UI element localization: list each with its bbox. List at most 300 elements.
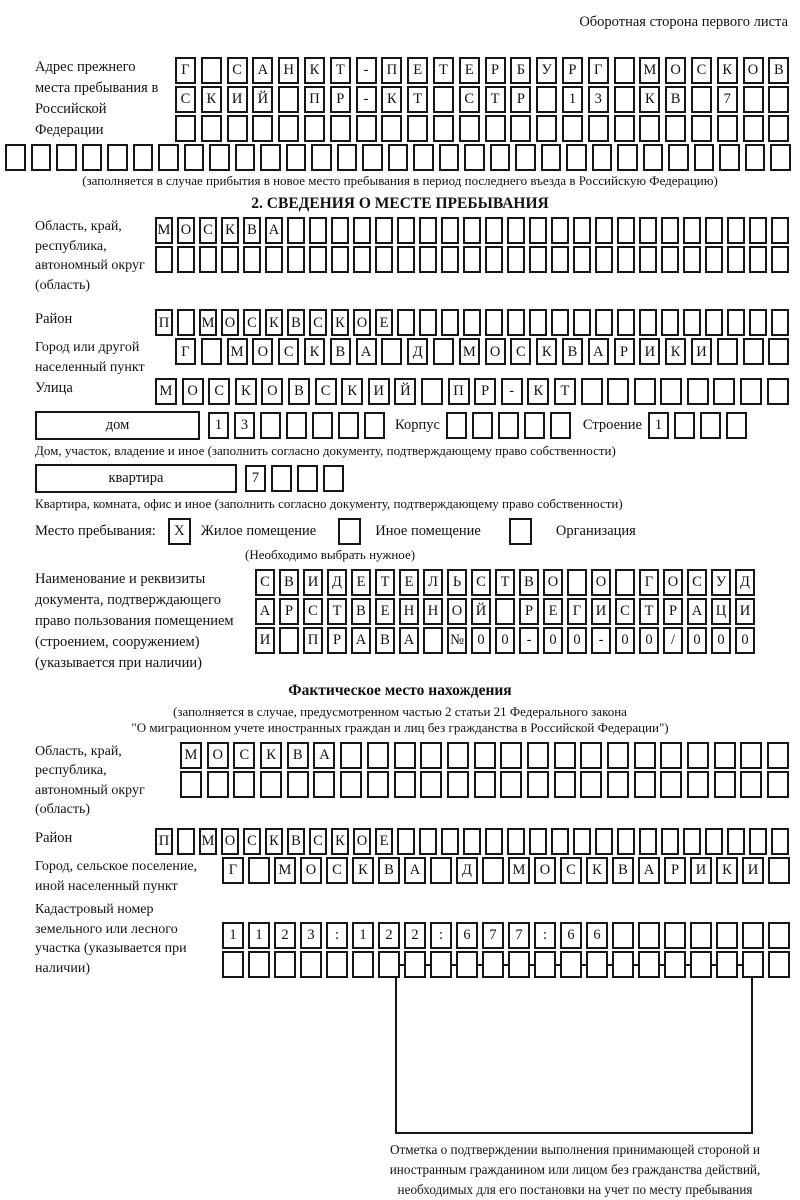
char-cell[interactable]: Р [330,86,351,113]
char-cell[interactable] [742,951,764,978]
char-cell[interactable]: С [309,828,327,855]
char-cell[interactable]: Р [327,627,347,654]
char-cell[interactable]: : [534,922,556,949]
char-cell[interactable] [352,951,374,978]
char-cell[interactable]: В [287,309,305,336]
char-cell[interactable]: № [447,627,467,654]
char-cell[interactable]: Е [543,598,563,625]
checkbox-organizatsiya[interactable] [509,518,532,545]
char-cell[interactable] [529,828,547,855]
char-cell[interactable]: К [265,828,283,855]
char-cell[interactable] [420,742,442,769]
char-cell[interactable]: Р [663,598,683,625]
char-cell[interactable] [717,338,738,365]
char-cell[interactable] [749,309,767,336]
char-cell[interactable] [413,144,434,171]
char-cell[interactable] [691,86,712,113]
char-cell[interactable] [463,828,481,855]
char-cell[interactable] [687,378,709,405]
char-cell[interactable] [56,144,77,171]
char-cell[interactable] [300,951,322,978]
char-cell[interactable]: 2 [378,922,400,949]
char-cell[interactable] [567,569,587,596]
char-cell[interactable] [588,115,609,142]
char-cell[interactable] [133,144,154,171]
char-cell[interactable] [381,338,402,365]
char-cell[interactable]: К [331,309,349,336]
char-cell[interactable]: П [448,378,470,405]
char-cell[interactable] [690,951,712,978]
char-cell[interactable] [674,412,695,439]
char-cell[interactable] [233,771,255,798]
char-cell[interactable]: А [313,742,335,769]
char-cell[interactable] [378,951,400,978]
char-cell[interactable]: О [353,309,371,336]
char-cell[interactable] [639,246,657,273]
char-cell[interactable] [562,115,583,142]
char-cell[interactable] [388,144,409,171]
char-cell[interactable] [719,144,740,171]
char-cell[interactable]: А [638,857,660,884]
char-cell[interactable] [485,828,503,855]
char-cell[interactable] [727,246,745,273]
char-cell[interactable]: С [199,217,217,244]
char-cell[interactable] [441,217,459,244]
char-cell[interactable]: В [562,338,583,365]
char-cell[interactable]: К [221,217,239,244]
char-cell[interactable] [743,115,764,142]
char-cell[interactable] [260,771,282,798]
char-cell[interactable] [727,828,745,855]
char-cell[interactable] [463,246,481,273]
char-cell[interactable] [248,951,270,978]
char-cell[interactable]: А [588,338,609,365]
char-cell[interactable]: О [300,857,322,884]
char-cell[interactable]: С [303,598,323,625]
char-cell[interactable] [554,771,576,798]
char-cell[interactable] [683,309,701,336]
char-cell[interactable]: / [663,627,683,654]
char-cell[interactable]: А [399,627,419,654]
char-cell[interactable]: 2 [404,922,426,949]
char-cell[interactable] [592,144,613,171]
char-cell[interactable]: 7 [717,86,738,113]
char-cell[interactable]: И [639,338,660,365]
char-cell[interactable]: И [368,378,390,405]
char-cell[interactable] [771,217,789,244]
char-cell[interactable] [507,246,525,273]
char-cell[interactable] [566,144,587,171]
char-cell[interactable]: О [207,742,229,769]
char-cell[interactable]: С [175,86,196,113]
char-cell[interactable] [614,115,635,142]
char-cell[interactable] [534,951,556,978]
char-cell[interactable] [595,217,613,244]
char-cell[interactable] [743,86,764,113]
char-cell[interactable] [551,217,569,244]
char-cell[interactable]: Т [407,86,428,113]
char-cell[interactable] [580,771,602,798]
char-cell[interactable] [691,115,712,142]
char-cell[interactable] [740,378,762,405]
char-cell[interactable]: Г [588,57,609,84]
char-cell[interactable] [459,115,480,142]
char-cell[interactable]: О [543,569,563,596]
char-cell[interactable]: С [459,86,480,113]
char-cell[interactable] [287,771,309,798]
char-cell[interactable] [515,144,536,171]
char-cell[interactable]: А [265,217,283,244]
char-cell[interactable] [309,217,327,244]
char-cell[interactable]: Д [407,338,428,365]
char-cell[interactable] [209,144,230,171]
char-cell[interactable]: Г [639,569,659,596]
char-cell[interactable] [595,246,613,273]
char-cell[interactable]: 3 [300,922,322,949]
char-cell[interactable] [175,115,196,142]
char-cell[interactable] [634,742,656,769]
char-cell[interactable]: О [447,598,467,625]
char-cell[interactable]: С [510,338,531,365]
char-cell[interactable]: О [665,57,686,84]
char-cell[interactable] [727,309,745,336]
char-cell[interactable] [441,246,459,273]
char-cell[interactable] [768,951,790,978]
char-cell[interactable] [397,309,415,336]
char-cell[interactable] [485,115,506,142]
char-cell[interactable]: В [279,569,299,596]
char-cell[interactable]: С [326,857,348,884]
char-cell[interactable]: У [536,57,557,84]
char-cell[interactable] [639,828,657,855]
char-cell[interactable] [367,771,389,798]
char-cell[interactable]: С [233,742,255,769]
char-cell[interactable] [694,144,715,171]
char-cell[interactable]: - [591,627,611,654]
char-cell[interactable]: Д [327,569,347,596]
char-cell[interactable] [155,246,173,273]
char-cell[interactable] [201,115,222,142]
char-cell[interactable]: А [687,598,707,625]
char-cell[interactable]: А [252,57,273,84]
char-cell[interactable] [767,742,789,769]
char-cell[interactable]: 7 [245,465,266,492]
char-cell[interactable] [660,771,682,798]
char-cell[interactable] [278,115,299,142]
char-cell[interactable]: В [519,569,539,596]
char-cell[interactable] [495,598,515,625]
char-cell[interactable] [614,86,635,113]
char-cell[interactable]: В [351,598,371,625]
char-cell[interactable] [446,412,467,439]
char-cell[interactable] [743,338,764,365]
char-cell[interactable]: П [155,828,173,855]
char-cell[interactable] [353,246,371,273]
char-cell[interactable] [485,309,503,336]
char-cell[interactable]: С [315,378,337,405]
char-cell[interactable] [660,742,682,769]
char-cell[interactable]: И [255,627,275,654]
char-cell[interactable] [554,742,576,769]
char-cell[interactable] [705,828,723,855]
char-cell[interactable]: К [265,309,283,336]
char-cell[interactable]: 0 [639,627,659,654]
char-cell[interactable]: В [287,828,305,855]
char-cell[interactable]: 7 [482,922,504,949]
char-cell[interactable]: 1 [648,412,669,439]
char-cell[interactable] [474,771,496,798]
char-cell[interactable] [617,309,635,336]
char-cell[interactable]: 1 [352,922,374,949]
char-cell[interactable]: С [691,57,712,84]
char-cell[interactable] [353,217,371,244]
char-cell[interactable] [419,828,437,855]
char-cell[interactable] [529,217,547,244]
char-cell[interactable] [768,338,789,365]
char-cell[interactable]: 3 [234,412,255,439]
char-cell[interactable] [536,115,557,142]
char-cell[interactable] [177,828,195,855]
char-cell[interactable]: К [586,857,608,884]
char-cell[interactable]: 0 [495,627,515,654]
char-cell[interactable] [158,144,179,171]
char-cell[interactable] [727,217,745,244]
char-cell[interactable] [323,465,344,492]
char-cell[interactable] [770,144,791,171]
char-cell[interactable] [586,951,608,978]
char-cell[interactable]: К [352,857,374,884]
char-cell[interactable]: К [716,857,738,884]
char-cell[interactable] [714,742,736,769]
char-cell[interactable] [661,309,679,336]
char-cell[interactable] [464,144,485,171]
char-cell[interactable] [199,246,217,273]
char-cell[interactable]: М [155,378,177,405]
char-cell[interactable]: - [356,86,377,113]
char-cell[interactable] [529,309,547,336]
char-cell[interactable]: С [243,309,261,336]
char-cell[interactable] [430,857,452,884]
char-cell[interactable]: Б [510,57,531,84]
char-cell[interactable]: Й [252,86,273,113]
char-cell[interactable]: Г [567,598,587,625]
char-cell[interactable] [687,742,709,769]
char-cell[interactable]: Р [510,86,531,113]
char-cell[interactable] [573,217,591,244]
char-cell[interactable] [714,771,736,798]
char-cell[interactable] [639,115,660,142]
char-cell[interactable]: 0 [711,627,731,654]
char-cell[interactable]: М [227,338,248,365]
char-cell[interactable]: О [221,828,239,855]
char-cell[interactable]: С [278,338,299,365]
char-cell[interactable] [180,771,202,798]
char-cell[interactable]: 0 [543,627,563,654]
char-cell[interactable] [394,771,416,798]
char-cell[interactable]: Р [664,857,686,884]
char-cell[interactable]: А [404,857,426,884]
char-cell[interactable]: Е [351,569,371,596]
char-cell[interactable]: И [303,569,323,596]
char-cell[interactable]: К [201,86,222,113]
char-cell[interactable]: В [287,742,309,769]
char-cell[interactable] [31,144,52,171]
char-cell[interactable] [340,771,362,798]
char-cell[interactable]: Т [327,598,347,625]
char-cell[interactable]: О [221,309,239,336]
char-cell[interactable]: Ц [711,598,731,625]
char-cell[interactable] [394,742,416,769]
char-cell[interactable]: К [260,742,282,769]
char-cell[interactable] [614,57,635,84]
char-cell[interactable]: О [177,217,195,244]
char-cell[interactable]: С [687,569,707,596]
char-cell[interactable]: У [711,569,731,596]
char-cell[interactable]: 0 [567,627,587,654]
char-cell[interactable] [265,246,283,273]
char-cell[interactable] [500,742,522,769]
char-cell[interactable]: О [261,378,283,405]
char-cell[interactable] [690,922,712,949]
char-cell[interactable]: Й [471,598,491,625]
char-cell[interactable] [330,115,351,142]
char-cell[interactable] [607,742,629,769]
char-cell[interactable]: Р [614,338,635,365]
char-cell[interactable]: С [208,378,230,405]
char-cell[interactable]: 1 [208,412,229,439]
char-cell[interactable] [639,217,657,244]
char-cell[interactable] [243,246,261,273]
char-cell[interactable] [447,771,469,798]
char-cell[interactable]: С [471,569,491,596]
char-cell[interactable] [617,246,635,273]
char-cell[interactable] [463,309,481,336]
char-cell[interactable] [107,144,128,171]
char-cell[interactable] [456,951,478,978]
char-cell[interactable]: Е [375,828,393,855]
char-cell[interactable] [235,144,256,171]
char-cell[interactable] [550,412,571,439]
char-cell[interactable] [664,951,686,978]
char-cell[interactable]: Е [407,57,428,84]
char-cell[interactable] [419,246,437,273]
char-cell[interactable] [177,246,195,273]
char-cell[interactable] [485,246,503,273]
char-cell[interactable]: 2 [274,922,296,949]
char-cell[interactable]: К [527,378,549,405]
char-cell[interactable] [638,951,660,978]
char-cell[interactable] [201,338,222,365]
char-cell[interactable]: С [227,57,248,84]
char-cell[interactable] [612,951,634,978]
char-cell[interactable] [419,217,437,244]
char-cell[interactable] [508,951,530,978]
char-cell[interactable]: М [274,857,296,884]
char-cell[interactable]: Т [554,378,576,405]
char-cell[interactable]: И [742,857,764,884]
char-cell[interactable]: Н [278,57,299,84]
char-cell[interactable]: П [303,627,323,654]
char-cell[interactable] [433,115,454,142]
char-cell[interactable]: В [243,217,261,244]
char-cell[interactable] [441,309,459,336]
char-cell[interactable] [580,742,602,769]
char-cell[interactable]: Р [474,378,496,405]
char-cell[interactable]: Т [485,86,506,113]
char-cell[interactable] [326,951,348,978]
char-cell[interactable]: 6 [560,922,582,949]
char-cell[interactable]: 6 [586,922,608,949]
char-cell[interactable]: С [309,309,327,336]
char-cell[interactable] [274,951,296,978]
char-cell[interactable]: Й [394,378,416,405]
char-cell[interactable] [664,922,686,949]
char-cell[interactable] [768,857,790,884]
char-cell[interactable] [375,217,393,244]
char-cell[interactable]: О [182,378,204,405]
char-cell[interactable] [607,771,629,798]
char-cell[interactable]: Е [375,309,393,336]
char-cell[interactable]: Р [485,57,506,84]
char-cell[interactable]: А [351,627,371,654]
char-cell[interactable]: - [356,57,377,84]
char-cell[interactable]: - [501,378,523,405]
char-cell[interactable]: П [304,86,325,113]
char-cell[interactable] [745,144,766,171]
char-cell[interactable]: Р [279,598,299,625]
char-cell[interactable]: Т [495,569,515,596]
char-cell[interactable] [705,246,723,273]
char-cell[interactable]: Д [735,569,755,596]
char-cell[interactable]: К [331,828,349,855]
char-cell[interactable]: М [199,309,217,336]
char-cell[interactable]: В [288,378,310,405]
char-cell[interactable] [338,412,359,439]
char-cell[interactable]: Е [375,598,395,625]
char-cell[interactable]: П [381,57,402,84]
char-cell[interactable]: В [375,627,395,654]
char-cell[interactable]: С [243,828,261,855]
char-cell[interactable] [490,144,511,171]
char-cell[interactable] [367,742,389,769]
char-cell[interactable] [713,378,735,405]
char-cell[interactable] [222,951,244,978]
char-cell[interactable] [771,828,789,855]
char-cell[interactable]: В [378,857,400,884]
char-cell[interactable] [381,115,402,142]
char-cell[interactable] [524,412,545,439]
char-cell[interactable] [507,217,525,244]
char-cell[interactable]: Т [375,569,395,596]
char-cell[interactable]: А [356,338,377,365]
char-cell[interactable]: Н [399,598,419,625]
char-cell[interactable]: В [612,857,634,884]
char-cell[interactable]: Т [433,57,454,84]
char-cell[interactable] [430,951,452,978]
char-cell[interactable] [716,951,738,978]
char-cell[interactable] [705,217,723,244]
char-cell[interactable] [661,217,679,244]
char-cell[interactable]: О [591,569,611,596]
char-cell[interactable] [560,951,582,978]
char-cell[interactable] [463,217,481,244]
char-cell[interactable] [717,115,738,142]
char-cell[interactable] [485,217,503,244]
char-cell[interactable] [397,828,415,855]
char-cell[interactable] [573,309,591,336]
char-cell[interactable]: 1 [562,86,583,113]
char-cell[interactable] [638,922,660,949]
